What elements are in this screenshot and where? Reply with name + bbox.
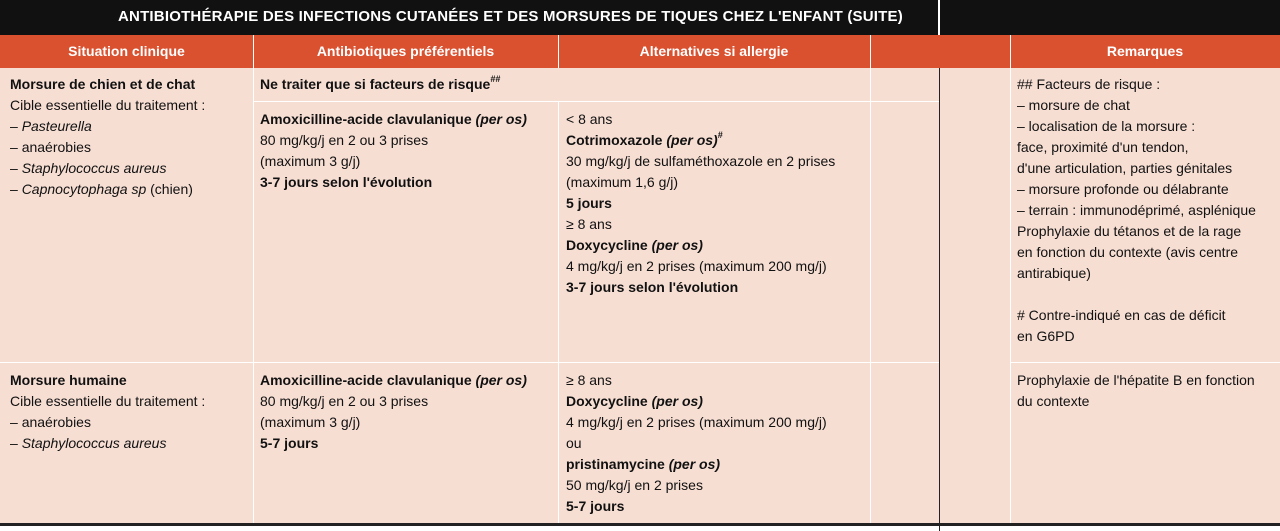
row1-remarques: ## Facteurs de risque : – morsure de chat – localisation de la morsure : face, proximité d'un tendon, d'une articulation, parties génitales – morsure profonde ou délabrante – terrain : immunodéprimé, asplénique Prophylaxie du tétanos et de la rage en fonction du contexte (avis centre antirabique) # Contre-indiqué en cas de déficit en G6PD bbox=[1017, 74, 1256, 347]
header-alternatives: Alternatives si allergie bbox=[639, 43, 789, 59]
table-title: ANTIBIOTHÉRAPIE DES INFECTIONS CUTANÉES ET DES MORSURES DE TIQUES CHEZ L'ENFANT (SUITE) bbox=[118, 8, 903, 25]
row1-preferentiels: Amoxicilline-acide clavulanique (per os) 80 mg/kg/j en 2 ou 3 prises (maximum 3 g/j) 3-7 jours selon l'évolution bbox=[260, 111, 527, 190]
list-item: – Staphylococcus aureus bbox=[10, 435, 167, 451]
list-item: – Pasteurella bbox=[10, 118, 92, 134]
table-title-bar bbox=[0, 0, 1280, 35]
header-situation: Situation clinique bbox=[68, 43, 185, 59]
row2-remarques: Prophylaxie de l'hépatite B en fonction du contexte bbox=[1017, 372, 1255, 409]
row1-alternatives: < 8 ans Cotrimoxazole (per os)# 30 mg/kg/j de sulfaméthoxazole en 2 prises (maximum 1,6 g/j) 5 jours ≥ 8 ans Doxycycline (per os) 4 mg/kg/j en 2 prises (maximum 200 mg/j) 3-7 jours selon l'évolution bbox=[566, 111, 836, 295]
list-item: – Capnocytophaga sp (chien) bbox=[10, 181, 193, 197]
header-preferentiels: Antibiotiques préférentiels bbox=[316, 43, 495, 59]
list-item: – anaérobies bbox=[10, 414, 91, 430]
footnote: en G6PD bbox=[1017, 328, 1075, 344]
row1-title: Morsure de chien et de chat bbox=[10, 76, 196, 92]
grid-line bbox=[1010, 35, 1011, 523]
row2-situation bbox=[10, 370, 205, 454]
grid-line bbox=[1010, 362, 1280, 363]
grid-line bbox=[253, 35, 254, 523]
table-bottom-border bbox=[0, 523, 1280, 526]
grid-line bbox=[0, 362, 939, 363]
row1-risk-note: Ne traiter que si facteurs de risque## bbox=[260, 74, 501, 92]
row2-title: Morsure humaine bbox=[10, 372, 127, 388]
list-item: – anaérobies bbox=[10, 139, 91, 155]
row1-target-label: Cible essentielle du traitement : bbox=[10, 97, 206, 113]
row2-target-label: Cible essentielle du traitement : bbox=[10, 393, 206, 409]
grid-line bbox=[870, 35, 871, 523]
grid-line bbox=[939, 68, 940, 531]
grid-line bbox=[558, 35, 559, 68]
list-item: – Staphylococcus aureus bbox=[10, 160, 167, 176]
title-divider bbox=[938, 0, 940, 35]
grid-line bbox=[558, 102, 559, 523]
row2-alternatives: ≥ 8 ans Doxycycline (per os) 4 mg/kg/j en 2 prises (maximum 200 mg/j) ou pristinamycine (per os) 50 mg/kg/j en 2 prises 5-7 jours bbox=[566, 372, 827, 514]
header-remarques: Remarques bbox=[1106, 43, 1184, 59]
grid-line bbox=[253, 101, 939, 102]
row1-situation bbox=[10, 74, 205, 200]
row2-preferentiels: Amoxicilline-acide clavulanique (per os) 80 mg/kg/j en 2 ou 3 prises (maximum 3 g/j) 5-7 jours bbox=[260, 372, 527, 451]
footnote: # Contre-indiqué en cas de déficit bbox=[1017, 307, 1226, 323]
